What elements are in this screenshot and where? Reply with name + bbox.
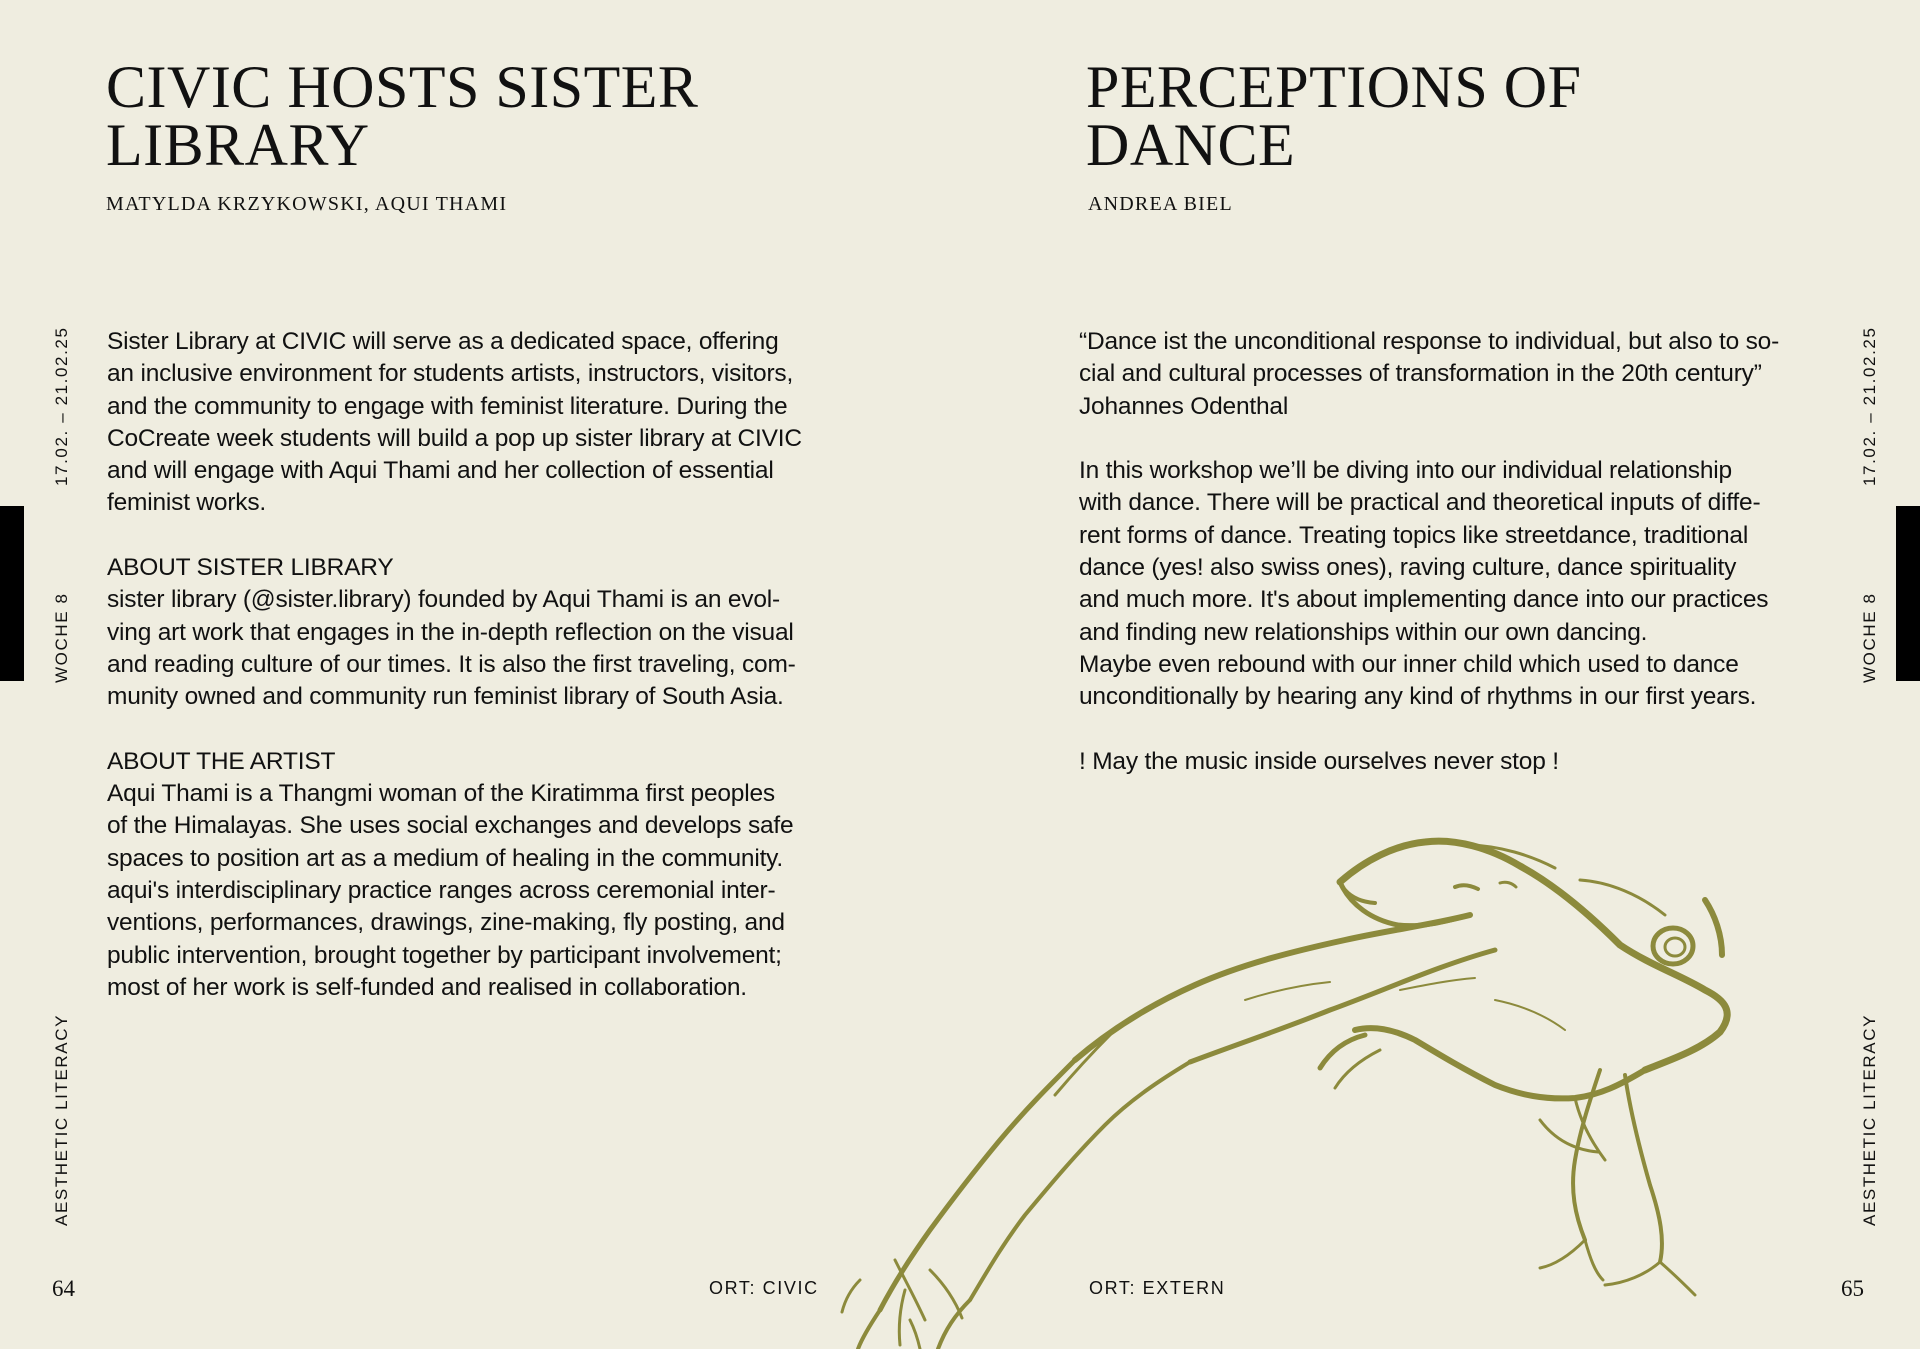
right-title-line: DANCE: [1086, 112, 1296, 178]
left-title-line: CIVIC HOSTS SISTER: [106, 54, 699, 120]
body-line: Aqui Thami is a Thangmi woman of the Kiratimma first peoples: [107, 780, 775, 808]
body-line: and much more. It's about implementing dance into our practices: [1079, 586, 1769, 614]
quote-author: Johannes Odenthal: [1079, 392, 1289, 420]
body-line: with dance. There will be practical and theoretical inputs of diffe-: [1079, 489, 1761, 517]
side-topic: AESTHETIC LITERACY: [1860, 1013, 1879, 1226]
body-line: rent forms of dance. Treating topics like streetdance, traditional: [1079, 521, 1749, 549]
location-label: ORT: CIVIC: [709, 1278, 819, 1298]
left-title: [106, 54, 699, 178]
week-marker: [1896, 506, 1920, 681]
quote-line: cial and cultural processes of transformation in the 20th century”: [1079, 360, 1762, 388]
right-body-text: [1079, 326, 1779, 778]
body-line: Sister Library at CIVIC will serve as a dedicated space, offering: [107, 328, 779, 355]
body-line: munity owned and community run feminist library of South Asia.: [107, 683, 784, 711]
body-line: CoCreate week students will build a pop up sister library at CIVIC: [107, 424, 802, 452]
body-line: an inclusive environment for students artists, instructors, visitors,: [107, 360, 794, 388]
side-week: WOCHE 8: [52, 592, 71, 683]
body-line: ventions, performances, drawings, zine-making, fly posting, and: [107, 909, 785, 937]
body-line: unconditionally by hearing any kind of rhythms in our first years.: [1079, 683, 1757, 711]
paragraph-gap: [1079, 423, 1779, 455]
side-topic: AESTHETIC LITERACY: [52, 1013, 71, 1226]
left-authors: MATYLDA KRZYKOWSKI, AQUI THAMI: [106, 193, 508, 215]
body-line: and reading culture of our times. It is also the first traveling, com-: [107, 650, 796, 678]
body-line: feminist works.: [107, 489, 267, 517]
body-line: and the community to engage with feminist literature. During the: [107, 392, 788, 420]
body-line: sister library (@sister.library) founded by Aqui Thami is an evol-: [107, 586, 780, 614]
section-heading: ABOUT THE ARTIST: [107, 747, 336, 775]
body-line: of the Himalayas. She uses social exchanges and develops safe: [107, 812, 794, 840]
right-title-line: PERCEPTIONS OF: [1086, 54, 1582, 120]
body-line: Maybe even rebound with our inner child which used to dance: [1079, 650, 1739, 678]
body-line: dance (yes! also swiss ones), raving culture, dance spirituality: [1079, 554, 1737, 582]
section-heading: ABOUT SISTER LIBRARY: [107, 554, 394, 582]
body-line: most of her work is self-funded and realised in collaboration.: [107, 973, 747, 1001]
body-line: public intervention, brought together by participant involvement;: [107, 941, 782, 969]
right-authors: ANDREA BIEL: [1088, 193, 1233, 215]
right-title: [1086, 54, 1582, 178]
paragraph-gap: [107, 520, 802, 552]
body-line: aqui's interdisciplinary practice ranges across ceremonial inter-: [107, 877, 776, 905]
paragraph-gap: [1079, 714, 1779, 746]
page-number: 65: [1841, 1276, 1864, 1301]
week-marker: [0, 506, 24, 681]
location-label: ORT: EXTERN: [1089, 1278, 1226, 1298]
closing-line: ! May the music inside ourselves never stop !: [1079, 747, 1559, 775]
body-line: ving art work that engages in the in-depth reflection on the visual: [107, 618, 794, 646]
left-body-text: [107, 326, 802, 1004]
body-line: In this workshop we’ll be diving into our individual relationship: [1079, 457, 1732, 485]
body-line: and finding new relationships within our own dancing.: [1079, 618, 1648, 646]
page-number: 64: [52, 1276, 75, 1301]
side-dates: 17.02. – 21.02.25: [52, 326, 71, 486]
right-page: [960, 0, 1920, 1349]
body-line: and will engage with Aqui Thami and her collection of essential: [107, 457, 774, 485]
side-dates: 17.02. – 21.02.25: [1860, 326, 1879, 486]
left-title-line: LIBRARY: [106, 112, 370, 178]
side-week: WOCHE 8: [1860, 592, 1879, 683]
paragraph-gap: [107, 714, 802, 746]
body-line: spaces to position art as a medium of healing in the community.: [107, 844, 784, 872]
quote-line: “Dance ist the unconditional response to individual, but also to so-: [1079, 328, 1780, 355]
